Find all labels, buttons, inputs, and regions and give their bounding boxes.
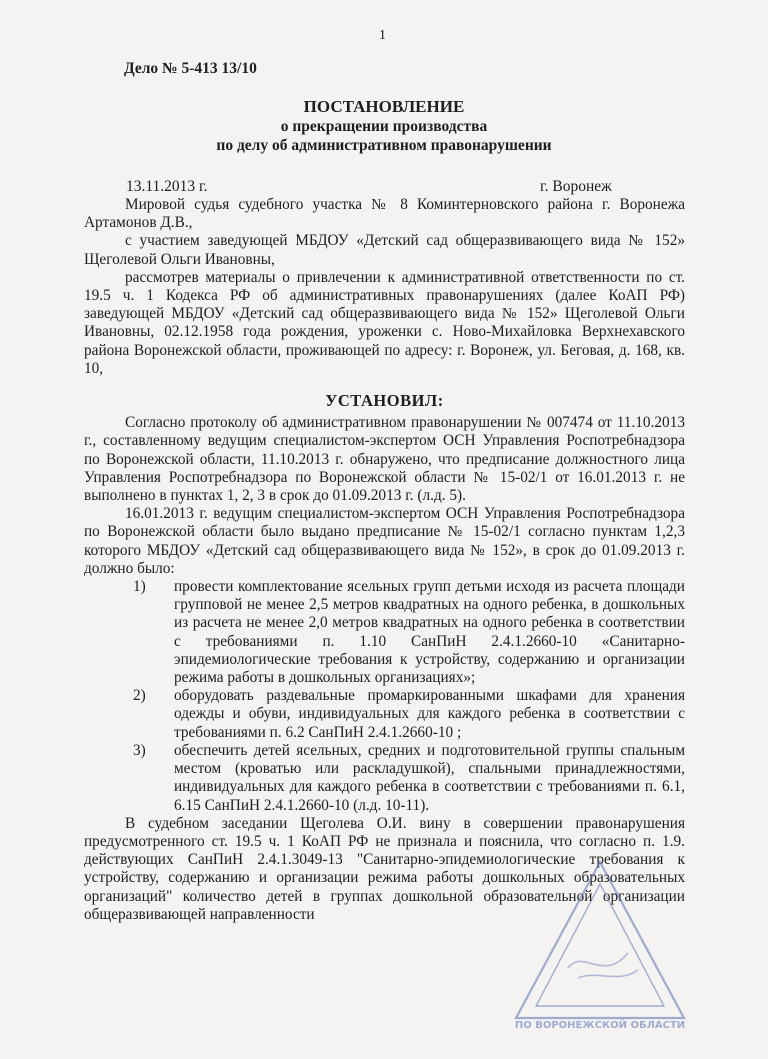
document-subtitle-1: о прекращении производства: [280, 118, 488, 135]
intro-paragraph: Мировой судья судебного участка № 8 Коминтерновского района г. Воронежа Артамонов Д.В.,: [84, 196, 685, 232]
list-item-text: оборудовать раздевальные промаркированными шкафами для хранения одежды и обуви, индивидуальных для каждого ребенка в соответствии с требованиями п. 6.2 СанПиН 2.4.1.2660-10 ;: [174, 687, 685, 741]
document-subtitle-2: по делу об административном правонарушении: [216, 137, 552, 154]
list-item-text: провести комплектование ясельных групп детьми исходя из расчета площади групповой не менее 2,5 метров квадратных на одного ребенка, в дошкольных из расчета не менее 2,0 метров квадратных на одного ребенка в соответствии с требованиями п. 1.10 СанПиН 2.4.1.2660-10 «Санитарно-эпидемиологические требования к устройству, содержанию и организации режима работы в дошкольных организациях»;: [174, 578, 685, 687]
section-heading: УСТАНОВИЛ:: [325, 391, 444, 411]
intro-paragraph: с участием заведующей МБДОУ «Детский сад общеразвивающего вида № 152» Щеголевой Ольги Ивановны,: [84, 232, 685, 268]
stamp-signature-scribble: [568, 953, 638, 978]
list-item: [84, 578, 685, 687]
final-paragraph: В судебном заседании Щеголева О.И. вину в совершении правонарушения предусмотренного ст. 19.5 ч. 1 КоАП РФ не признала и пояснила, что согласно п. 1.9. действующих СанПиН 2.4.1.3049-13 "Санитарно-эпидемиологические требования к устройству, содержанию и организации режима работы дошкольных образовательных организаций" количество детей в группах дошкольной образовательной организации общеразвивающей направленности: [84, 814, 685, 923]
list-item: [84, 687, 685, 742]
document-title: ПОСТАНОВЛЕНИЕ: [303, 97, 465, 116]
intro-paragraph: рассмотрев материалы о привлечении к административной ответственности по ст. 19.5 ч. 1 Кодекса РФ об административных правонарушениях (далее КоАП РФ) заведующей МБДОУ «Детский сад общеразвивающего вида № 152» Щеголевой Ольги Ивановны, 02.12.1958 года рождения, уроженки с. Ново-Михайловка Верхнехавского района Воронежской области, проживающей по адресу: г. Воронеж, ул. Беговая, д. 168, кв. 10,: [84, 268, 685, 377]
list-item-text: обеспечить детей ясельных, средних и подготовительной группы спальным местом (кроватью или раскладушкой), спальными принадлежностями, индивидуальных для каждого ребенка в соответствии с требованиями п. 6.1, 6.15 СанПиН 2.4.1.2660-10 (л.д. 10-11).: [174, 741, 685, 814]
title-block: [0, 96, 768, 155]
document-date: 13.11.2013 г.: [126, 178, 208, 195]
document-body: [84, 196, 685, 924]
document-city: г. Воронеж: [540, 178, 612, 195]
list-item-number: 3): [133, 741, 146, 759]
page-number: 1: [379, 28, 386, 43]
case-number: Дело № 5-413 13/10: [124, 60, 257, 77]
main-paragraph: Согласно протоколу об административном правонарушении № 007474 от 11.10.2013 г., составленному ведущим специалистом-экспертом ОСН Управления Роспотребнадзора по Воронежской области, 11.10.2013 г. обнаружено, что предписание должностного лица Управления Роспотребнадзора по Воронежской области № 15-02/1 от 16.01.2013 г. не выполнено в пунктах 1, 2, 3 в срок до 01.09.2013 г. (л.д. 5).: [84, 414, 685, 505]
list-item: [84, 742, 685, 815]
main-paragraph: 16.01.2013 г. ведущим специалистом-экспертом ОСН Управления Роспотребнадзора по Воронежской области было выдано предписание № 15-02/1 согласно пунктам 1,2,3 которого МБДОУ «Детский сад общеразвивающего вида № 152», в срок до 01.09.2013 г. должно было:: [84, 505, 685, 577]
official-stamp: [508, 858, 688, 1033]
stamp-text: ПО ВОРОНЕЖСКОЙ ОБЛАСТИ: [514, 1020, 686, 1031]
list-item-number: 2): [133, 687, 146, 705]
list-item-number: 1): [133, 578, 146, 596]
